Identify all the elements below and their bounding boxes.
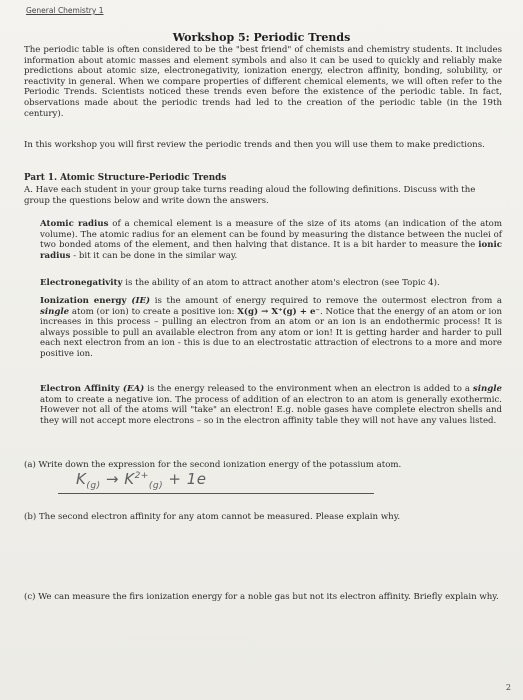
intro-paragraph-2: In this workshop you will first review the periodic trends and then you will use them to make predictions.	[24, 140, 485, 150]
definition-electron-affinity: Electron Affinity (EA) is the energy released to the environment when an electron is added to a single atom to create a negative ion. The process of addition of an electron to an atom is generally exothermic. However not all of the atoms will "take" an electron! E.g. noble gases have complete electron shells and they will not accept more electrons – so in the electron affinity table they will not have any values listed.	[40, 384, 502, 426]
term-ionic-radius: ionic radius	[40, 240, 502, 261]
page-title: Workshop 5: Periodic Trends	[172, 31, 351, 44]
term-atomic-radius: Atomic radius	[40, 219, 109, 229]
task-a-instructions: A. Have each student in your group take turns reading aloud the following definitions. Discuss with the group the questions below and write down the answers.	[24, 185, 476, 206]
ionization-equation: X(g) → X⁺(g) + e⁻	[237, 306, 320, 317]
definition-ionization-energy: Ionization energy (IE) is the amount of energy required to remove the outermost electron from a single atom (or ion) to create a positive ion: X(g) → X⁺(g) + e⁻. Notice that the energy of an atom or ion increases in this process – pulling an electron from an atom or an ion is an endothermic process! It is always possible to pull an available electron from any atom or ion! It is getting harder and harder to pull each next electron from an ion - this is due to an electrostatic attraction of electrons to a more and more positive ion.	[40, 296, 503, 359]
question-b: (b) The second electron affinity for any atom cannot be measured. Please explain why.	[24, 512, 401, 522]
page-number: 2	[505, 683, 511, 692]
definition-atomic-radius: Atomic radius of a chemical element is a measure of the size of its atoms (an indication of the atom volume). The atomic radius for an element can be found by measuring the distance between the nuclei of two bonded atoms of the element, and then halving that distance. It is a bit harder to measure the ionic radius - bit it can be done in the similar way.	[40, 219, 502, 261]
term-electron-affinity: Electron Affinity	[40, 384, 120, 394]
question-a: (a) Write down the expression for the second ionization energy of the potassium atom.	[24, 460, 402, 470]
course-header: General Chemistry 1	[26, 6, 104, 15]
part-heading: Part 1. Atomic Structure-Periodic Trends	[24, 173, 227, 183]
handwritten-answer: $K_{(g)} \to K^{2+}_{(g)} + 1e$	[76, 470, 207, 491]
question-c: (c) We can measure the firs ionization energy for a noble gas but not its electron affinity. Briefly explain why.	[24, 592, 499, 602]
intro-paragraph: The periodic table is often considered to be the "best friend" of chemists and chemistry students. It includes information about atomic masses and element symbols and also it can be used to quickly and reliably make predictions about atomic size, electronegativity, ionization energy, electron affinity, bonding, solubility, or reactivity in general. When we compare properties of different chemical elements, we will often refer to the Periodic Trends. Scientists noticed these trends even before the existence of the periodic table. In fact, observations made about the periodic trends had led to the creation of the periodic table (in the 19th century).	[24, 45, 502, 119]
answer-line	[58, 493, 374, 494]
term-electronegativity: Electronegativity	[40, 278, 123, 288]
term-ionization-energy: Ionization energy	[40, 296, 127, 306]
definition-electronegativity: Electronegativity is the ability of an atom to attract another atom's electron (see Topic 4).	[40, 278, 440, 288]
